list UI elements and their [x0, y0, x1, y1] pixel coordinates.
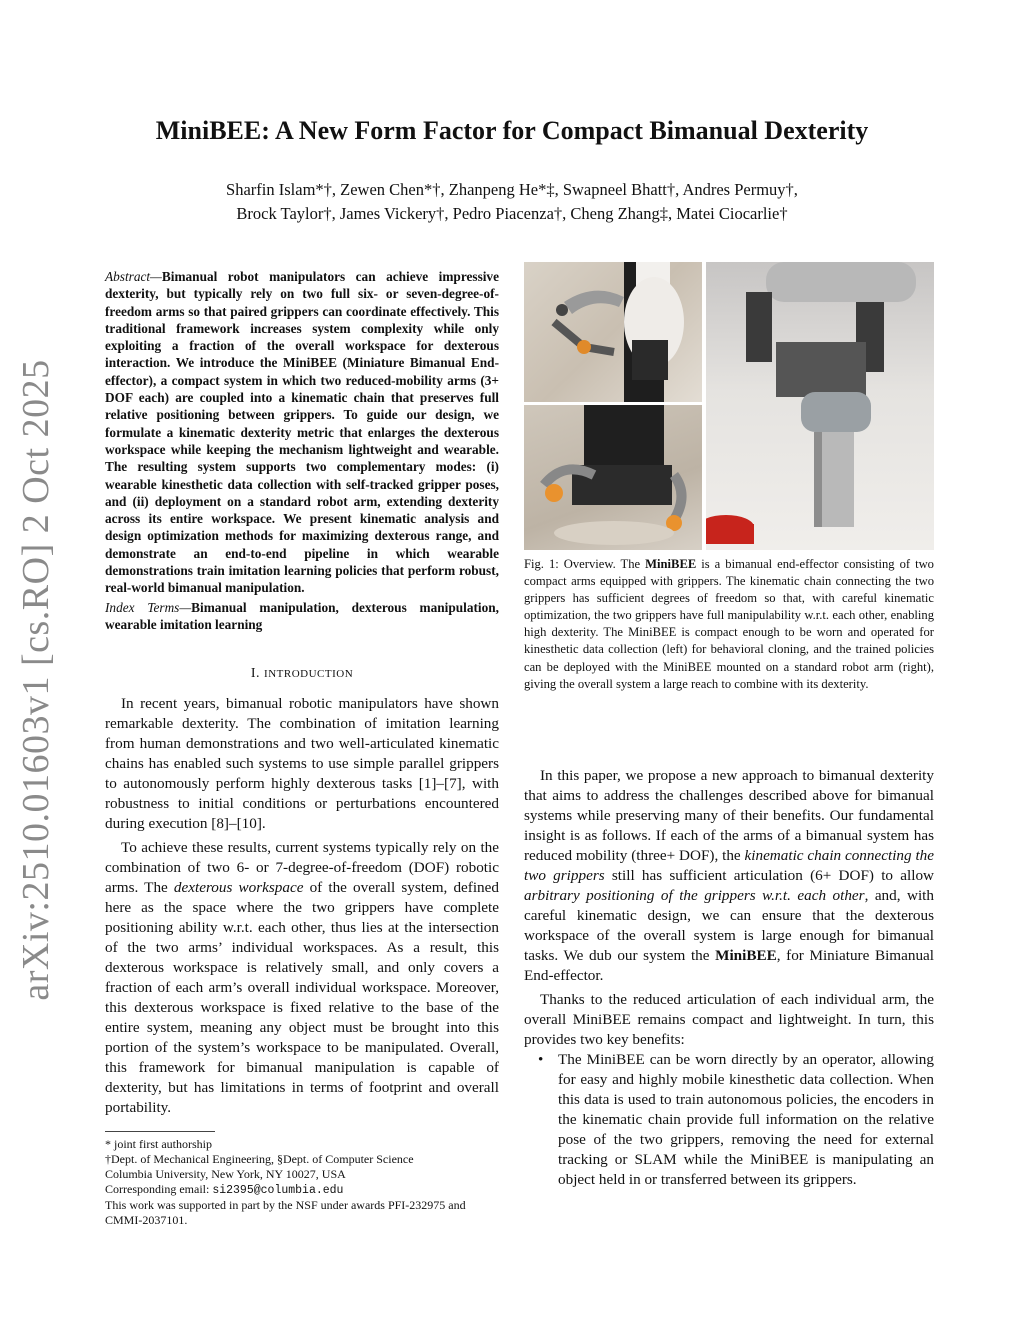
section-heading-introduction — [105, 666, 499, 682]
right-p1-emphasis-1: kinematic chain connecting the two grippers — [524, 847, 934, 884]
footnote-funding: This work was supported in part by the NSF under awards PFI-232975 and CMMI-2037101. — [105, 1198, 466, 1227]
section-number: I. — [250, 666, 261, 681]
authors-line-2: Brock Taylor†, James Vickery†, Pedro Piacenza†, Cheng Zhang‡, Matei Ciocarlie† — [236, 204, 788, 223]
arxiv-stamp — [8, 359, 64, 1001]
right-paragraph-2: Thanks to the reduced articulation of each individual arm, the overall MiniBEE remains compact and lightweight. In turn, this provides two key benefits: — [524, 991, 934, 1048]
footnote-joint-authorship: * joint first authorship — [105, 1137, 212, 1151]
right-p1-bold: MiniBEE — [715, 947, 777, 964]
wearable-side-illustration — [524, 262, 702, 402]
right-column-body — [524, 766, 934, 1190]
intro-paragraph-1: In recent years, bimanual robotic manipulators have shown remarkable dexterity. The combination of imitation learning from human demonstrations and two well-articulated kinematic chains has enabled such systems to use simple parallel grippers to autonomously perform highly dexterous tasks [1]–[7], with robustness to initial conditions or perturbations encountered during execution [8]–[10]. — [105, 695, 499, 832]
intro-p2-text-b: of the overall system, defined here as the space where the two grippers have complete positioning ability w.r.t. each other, thus lies at the intersection of the two arms’ individual workspaces. As a result, this dexterous workspace is relatively small, and only covers a fraction of each arm’s overall individual workspace. Moreover, this dexterous workspace is fixed relative to the base of the entire system, meaning any object must be brought into this portion of the system’s workspace to be manipulated. Overall, this framework for bimanual manipulation is capable of dexterity, but has limitations in terms of footprint and overall portability. — [105, 879, 499, 1116]
abstract — [105, 268, 499, 633]
right-p1-c: , and, with careful kinematic design, we can ensure that the dexterous workspace of the overall system is large enough for bimanual tasks. We dub our system the — [524, 887, 934, 964]
author-list — [150, 178, 874, 226]
footnote-address: Columbia University, New York, NY 10027, USA — [105, 1167, 346, 1181]
intro-p2-text-a: To achieve these results, current systems typically rely on the combination of two 6- or 7-degree-of-freedom (DOF) robotic arms. The — [105, 839, 499, 896]
figure-1-photos — [524, 262, 934, 550]
right-p1-d: , for Miniature Bimanual End-effector. — [524, 947, 934, 984]
abstract-paragraph — [105, 268, 499, 597]
index-terms-label: Index Terms— — [105, 599, 192, 615]
footnote-rule — [105, 1131, 215, 1132]
footnote-email-address: si2395@columbia.edu — [212, 1184, 344, 1197]
caption-bold: MiniBEE — [645, 557, 697, 571]
paper-title: MiniBEE: A New Form Factor for Compact Bimanual Dexterity — [155, 116, 869, 145]
footnote-affiliations: †Dept. of Mechanical Engineering, §Dept. of Computer Science — [105, 1152, 414, 1166]
photo-wearable-side-view — [524, 262, 702, 402]
figure-1-caption — [524, 556, 934, 693]
arxiv-id: arXiv:2510.01603v1 [cs.RO] 2 Oct 2025 — [15, 359, 57, 1001]
caption-rest: is a bimanual end-effector consisting of two compact arms equipped with grippers. The kinematic chain connecting the two grippers has sufficient degrees of freedom so that, with careful kinematic optimization, the two grippers have full manipulability w.r.t. each other, enabling high dexterity. The MiniBEE is compact enough to be worn and operated for kinesthetic data collection (left) for behavioral cloning, and the trained policies can be deployed with the MiniBEE mounted on a standard robot arm (right), giving the overall system a large reach to combine with its dexterity. — [524, 557, 934, 691]
robot-arm-illustration — [706, 262, 934, 550]
wearable-front-illustration — [524, 405, 702, 550]
section-title: INTRODUCTION — [264, 668, 354, 680]
photo-robot-arm-mounted — [706, 262, 934, 550]
abstract-label: Abstract— — [105, 269, 162, 284]
list-item: • The MiniBEE can be worn directly by an operator, allowing for easy and highly mobile kinesthetic data collection. When this data is used to train autonomous policies, the encoders in the kinematic chain provide full information on the relative pose of the two grippers, removing the need for external tracking or SLAM while the MiniBEE is manipulating an object held in or transferred between its grippers. — [558, 1050, 934, 1190]
right-paragraph-1 — [524, 766, 934, 986]
right-p1-a: In this paper, we propose a new approach to bimanual dexterity that aims to address the challenges described above for bimanual systems while preserving many of their benefits. Our fundamental insight is as follows. If each of the arms of a bimanual system has reduced mobility (three+ DOF), the — [524, 767, 934, 864]
index-terms-text: Bimanual manipulation, dexterous manipulation, wearable imitation learning — [105, 599, 499, 632]
footnote-email-label: Corresponding email: — [105, 1182, 213, 1196]
introduction-body — [105, 694, 499, 1118]
footnote-email — [105, 1182, 499, 1198]
intro-paragraph-2 — [105, 838, 499, 1118]
benefits-list — [524, 1050, 934, 1190]
abstract-text: Bimanual robot manipulators can achieve impressive dexterity, but typically rely on two full six- or seven-degree-of-freedom arms so that paired grippers can coordinate effectively. This traditional framework increases system complexity while only exploiting a fraction of the overall workspace for dexterous interaction. We introduce the MiniBEE (Miniature Bimanual End-effector), a compact system in which two reduced-mobility arms (3+ DOF each) are coupled into a kinematic chain that preserves full relative positioning between grippers. To guide our design, we formulate a kinematic dexterity metric that enlarges the dexterous workspace while keeping the mechanism lightweight and wearable. The resulting system supports two complementary modes: (i) wearable kinesthetic data collection with self-tracked gripper poses, and (ii) deployment on a standard robot arm, extending dexterity across its entire workspace. We present kinematic analysis and design optimization methods for maximizing dexterous range, and demonstrate an end-to-end pipeline in which wearable demonstrations train imitation learning policies that perform robust, real-world bimanual manipulation. — [105, 269, 499, 596]
photo-wearable-front-view — [524, 405, 702, 550]
right-p1-b: still has sufficient articulation (6+ DOF) to allow — [604, 867, 935, 884]
index-terms — [105, 599, 499, 634]
intro-p2-emphasis: dexterous workspace — [173, 879, 304, 896]
footnotes — [105, 1137, 499, 1228]
right-p1-emphasis-2: arbitrary positioning of the grippers w.r.t. each other — [524, 887, 865, 904]
caption-prefix: Fig. 1: Overview. The — [524, 557, 646, 571]
authors-line-1: Sharfin Islam*†, Zewen Chen*†, Zhanpeng He*‡, Swapneel Bhatt†, Andres Permuy†, — [226, 180, 798, 199]
